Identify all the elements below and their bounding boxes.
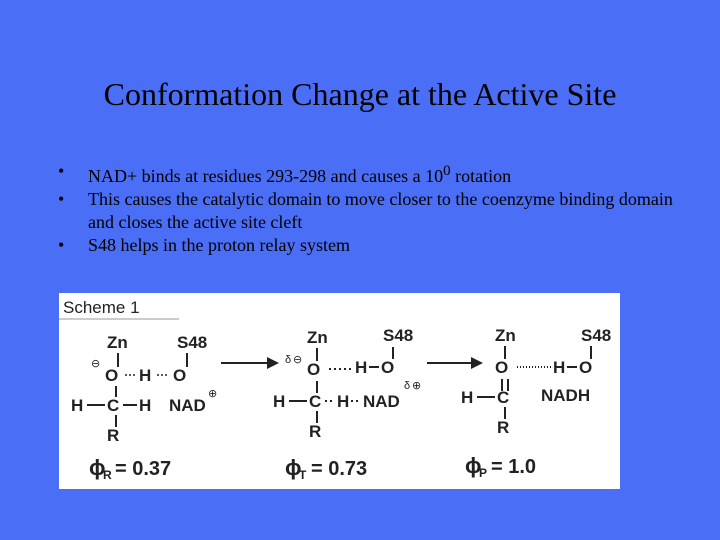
bullet-dot: •: [58, 235, 65, 255]
state-r-r-group: R: [107, 426, 120, 445]
state-t-oxygen-delta: δ: [285, 354, 292, 366]
state-t-s48-oxygen: O: [381, 358, 395, 377]
state-r-nad-charge: ⊕: [208, 388, 218, 400]
bullet-dot: •: [58, 189, 65, 209]
bullet-item: [58, 188, 698, 234]
state-t-r-group: R: [309, 422, 322, 441]
phi-p-value: = 1.0: [491, 456, 537, 478]
state-t-nad-charge: ⊕: [412, 380, 422, 392]
bullet-item: [58, 234, 698, 257]
state-r-oxygen-charge: ⊖: [91, 358, 101, 370]
state-t-nad-delta: δ: [404, 380, 411, 392]
phi-t-subscript: T: [299, 468, 307, 482]
state-t-hydrogen-left: H: [273, 392, 286, 411]
state-p-hydrogen: H: [553, 358, 566, 377]
state-t-carbon: C: [309, 392, 322, 411]
state-t-oxygen-charge: ⊖: [293, 354, 303, 366]
state-p-s48-oxygen: O: [579, 358, 593, 377]
phi-p-subscript: P: [479, 466, 488, 480]
phi-t-value: = 0.73: [311, 458, 368, 480]
state-r-nad: NAD: [169, 396, 206, 415]
state-p-carbon: C: [497, 388, 510, 407]
state-t-s48: S48: [383, 326, 414, 345]
slide-title: Conformation Change at the Active Site: [103, 76, 617, 112]
state-p-hydrogen-left: H: [461, 388, 474, 407]
bullet-text: This causes the catalytic domain to move closer to the coenzyme binding domain and closes the active site cleft: [88, 189, 673, 232]
state-p-oxygen: O: [495, 358, 509, 377]
bullet-list: [58, 160, 698, 257]
state-r-zn: Zn: [107, 333, 128, 352]
bullet-text: S48 helps in the proton relay system: [88, 235, 350, 255]
reaction-arrowhead: [267, 357, 279, 369]
state-r-hydrogen-left: H: [71, 396, 84, 415]
phi-r-value: = 0.37: [115, 458, 172, 480]
state-r-hydrogen-right: H: [139, 396, 152, 415]
state-t-hydrogen-right: H: [337, 392, 350, 411]
phi-r-subscript: R: [103, 468, 112, 482]
reaction-arrowhead: [471, 357, 483, 369]
state-r-s48: S48: [177, 333, 208, 352]
state-r-carbon: C: [107, 396, 120, 415]
state-r-hydrogen: H: [139, 366, 152, 385]
state-p-s48: S48: [581, 326, 612, 345]
scheme-figure: [59, 293, 620, 489]
state-r-s48-oxygen: O: [173, 366, 187, 385]
phi-r-symbol: ϕ: [89, 455, 106, 480]
scheme-label: Scheme 1: [63, 298, 140, 317]
phi-t-symbol: ϕ: [285, 455, 302, 480]
reaction-scheme-diagram: [59, 293, 620, 489]
state-r-oxygen: O: [105, 366, 119, 385]
state-p-nadh: NADH: [541, 386, 591, 405]
bullet-item: [58, 160, 698, 188]
bullet-text: NAD+ binds at residues 293-298 and causes a $10^0$ rotation: [88, 163, 512, 186]
bullet-dot: •: [58, 161, 65, 181]
state-t-nad: NAD: [363, 392, 400, 411]
phi-p-symbol: ϕ: [465, 453, 482, 478]
state-t-zn: Zn: [307, 328, 328, 347]
state-t-oxygen: O: [307, 360, 321, 379]
state-p-zn: Zn: [495, 326, 516, 345]
state-p-r-group: R: [497, 418, 510, 437]
state-t-hydrogen: H: [355, 358, 368, 377]
